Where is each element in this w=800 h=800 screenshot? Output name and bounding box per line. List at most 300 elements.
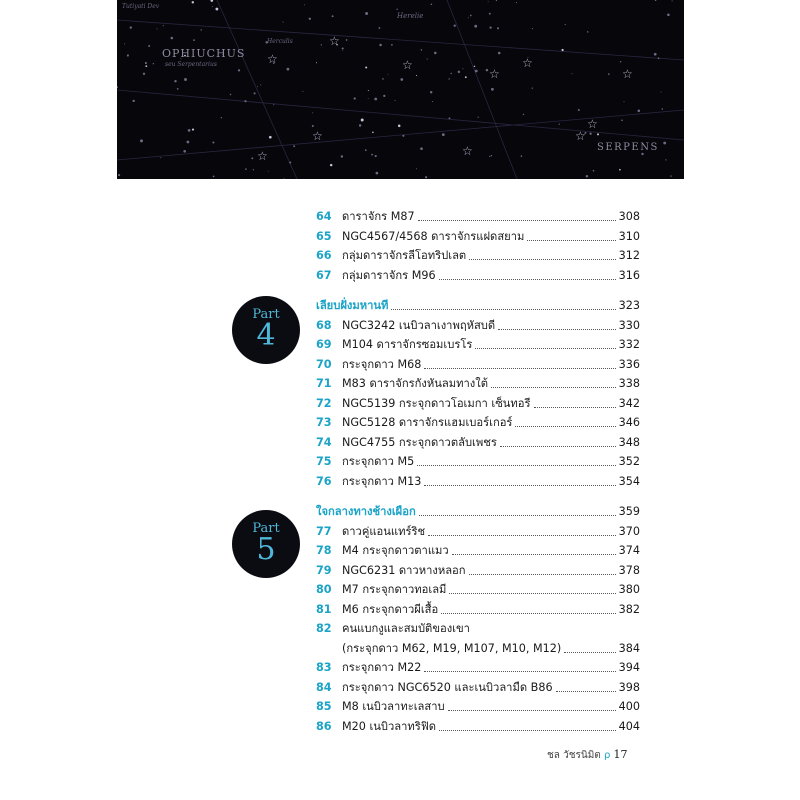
toc-entry-title: NGC6231 ดาวหางหลอก [342, 563, 466, 577]
star-dot [257, 86, 258, 87]
map-label-small-3: seu Serpentarius [165, 61, 217, 68]
star-dot [655, 0, 657, 1]
star-dot [321, 44, 322, 45]
toc-entry-number: 68 [316, 318, 332, 332]
toc-entry-number: 72 [316, 396, 332, 410]
toc-entry [316, 472, 640, 492]
star-dot [309, 18, 311, 20]
star-icon: ☆ [312, 129, 323, 143]
star-dot [523, 114, 524, 115]
toc-entry-title: ดาราจักร M87 [342, 210, 415, 223]
toc-entry [316, 246, 640, 266]
star-dot [210, 0, 213, 2]
star-dot [561, 49, 563, 51]
star-dot [302, 91, 303, 92]
toc-entry-number: 71 [316, 377, 332, 390]
star-icon: ☆ [622, 67, 633, 81]
toc-entry [316, 639, 640, 659]
toc-entry [316, 561, 640, 581]
toc-entry-number: 81 [316, 602, 332, 616]
toc-section-heading [316, 296, 640, 316]
toc-entry-title: NGC5128 ดาราจักรแฮมเบอร์เกอร์ [342, 416, 513, 429]
star-dot [420, 147, 423, 150]
toc-entry-page: 316 [618, 268, 640, 282]
dot-leader [556, 691, 616, 692]
toc-entry-number: 76 [316, 474, 332, 488]
toc-entry-number: 67 [316, 268, 332, 282]
star-dot [559, 123, 560, 124]
toc-entry-number: 83 [316, 661, 332, 674]
star-dot [148, 45, 150, 47]
star-dot [586, 175, 588, 177]
star-dot [589, 133, 591, 135]
map-grid-line [117, 90, 684, 140]
dot-leader [424, 368, 615, 369]
toc-entry-title: M83 ดาราจักรกังหันลมทางใต้ [342, 377, 488, 390]
star-dot [346, 39, 348, 41]
star-dot [192, 1, 194, 3]
star-dot [396, 9, 397, 10]
star-dot [332, 15, 334, 17]
star-dot [654, 53, 657, 56]
toc-entry-number: 82 [316, 622, 332, 635]
toc-entry-page: 400 [618, 700, 640, 713]
star-dot [378, 27, 380, 29]
star-dot [454, 25, 456, 27]
star-dot [215, 8, 218, 11]
dot-leader [449, 593, 615, 594]
star-dot [244, 100, 246, 102]
star-icon: ☆ [575, 129, 586, 143]
star-dot [383, 95, 385, 97]
toc-entry-title: กระจุกดาว M22 [342, 661, 422, 674]
star-dot [624, 101, 625, 102]
toc-entry-title: กระจุกดาว M5 [342, 455, 415, 468]
table-of-contents [316, 207, 640, 736]
star-dot [273, 104, 274, 105]
star-dot [145, 62, 147, 64]
star-dot [641, 153, 643, 155]
star-dot [474, 66, 475, 67]
toc-entry-title: NGC4567/4568 ดาราจักรแฝดสยาม [342, 229, 525, 243]
star-dot [465, 76, 467, 78]
star-dot [260, 84, 261, 85]
toc-entry-number: 73 [316, 416, 332, 429]
dot-leader [469, 574, 616, 575]
toc-entry-page: 352 [618, 455, 640, 468]
star-dot [375, 155, 377, 157]
star-dot [489, 13, 491, 15]
star-map-banner [117, 0, 684, 179]
star-dot [597, 133, 599, 135]
star-dot [430, 91, 432, 93]
dot-leader [469, 259, 615, 260]
star-dot [163, 25, 164, 26]
star-dot [187, 141, 190, 144]
star-dot [489, 26, 491, 28]
star-dot [496, 0, 497, 1]
toc-entry-number: 69 [316, 338, 332, 351]
star-dot [330, 164, 332, 166]
toc-entry [316, 580, 640, 600]
footer-ornament-icon: ρ [603, 750, 611, 761]
star-dot [359, 124, 361, 126]
toc-entry-page: 312 [618, 249, 640, 262]
dot-leader [500, 446, 616, 447]
toc-entry-title: กลุ่มดาราจักรลีโอทริปเลต [342, 249, 467, 262]
toc-entry-number: 65 [316, 229, 332, 243]
toc-entry [316, 717, 640, 737]
star-dot [658, 57, 660, 59]
toc-entry [316, 600, 640, 620]
star-dot [416, 168, 417, 169]
star-dot [661, 92, 662, 93]
star-dot [593, 170, 595, 172]
dot-leader [448, 710, 616, 711]
star-dot [475, 70, 478, 73]
star-dot [578, 109, 580, 111]
star-dot [287, 68, 290, 71]
star-dot [416, 75, 417, 76]
star-dot [304, 4, 305, 5]
star-dot [284, 178, 285, 179]
star-dot [289, 161, 291, 163]
toc-entry-title: กระจุกดาว NGC6520 และเนบิวลามืด B86 [342, 680, 553, 694]
toc-entry-title: M6 กระจุกดาวผีเสื้อ [342, 602, 439, 616]
toc-entry-title: M20 เนบิวลาทริฟิด [342, 719, 437, 733]
star-dot [174, 80, 176, 82]
star-dot [268, 171, 269, 172]
star-dot [587, 31, 589, 33]
star-dot [497, 27, 499, 29]
map-label-small-2: Herelie [397, 12, 424, 20]
dot-leader [424, 485, 615, 486]
star-dot [183, 150, 186, 153]
dot-leader [515, 426, 615, 427]
dot-leader [498, 329, 615, 330]
toc-entry-page: 382 [618, 602, 640, 616]
constellation-label-ophiuchus: OPHIUCHUS [162, 47, 246, 60]
star-dot [312, 112, 313, 113]
star-dot [368, 98, 369, 99]
star-dot [491, 155, 492, 156]
toc-entry [316, 335, 640, 355]
star-icon: ☆ [587, 117, 598, 131]
star-dot [365, 149, 367, 151]
star-dot [619, 169, 621, 171]
star-dot [365, 12, 368, 15]
dot-leader [439, 730, 616, 731]
star-dot [442, 133, 445, 136]
star-dot [468, 17, 469, 18]
star-dot [221, 117, 222, 118]
star-dot [498, 52, 501, 55]
star-icon: ☆ [489, 67, 500, 81]
star-dot [662, 108, 664, 110]
toc-entry-page: 338 [618, 377, 640, 390]
star-dot [470, 15, 472, 17]
toc-entry-page: 310 [618, 229, 640, 243]
star-dot [391, 44, 393, 46]
toc-entry-title: NGC5139 กระจุกดาวโอเมกา เซ็นทอรี [342, 396, 531, 410]
star-dot [474, 25, 477, 28]
star-dot [374, 98, 377, 101]
star-dot [670, 175, 671, 176]
toc-entry [316, 697, 640, 717]
star-dot [293, 145, 295, 147]
toc-entry-number: 75 [316, 455, 332, 468]
star-dot [269, 136, 272, 139]
toc-entry-title: ใจกลางทางช้างเผือก [316, 505, 416, 518]
star-dot [238, 69, 240, 71]
toc-entry [316, 207, 640, 227]
page-footer [547, 748, 628, 763]
star-dot [368, 90, 369, 91]
star-dot [157, 28, 158, 29]
toc-entry-title: M7 กระจุกดาวทอเลมี [342, 583, 447, 596]
star-dot [450, 73, 451, 74]
star-dot [251, 157, 253, 159]
star-dot [382, 78, 384, 80]
star-dot [665, 159, 666, 160]
dot-leader [428, 535, 616, 536]
toc-entry-title: M104 ดาราจักรซอมเบรโร [342, 338, 473, 351]
star-dot [177, 88, 179, 90]
star-dot [427, 59, 428, 60]
star-dot [463, 68, 464, 69]
star-dot [124, 43, 125, 44]
page-number: 17 [613, 748, 628, 761]
toc-entry [316, 678, 640, 698]
toc-entry [316, 394, 640, 414]
dot-leader [418, 220, 616, 221]
toc-entry-title: คนแบกงูและสมบัติของเขา [342, 622, 470, 635]
toc-entry-title: M4 กระจุกดาวตาแมว [342, 544, 449, 557]
toc-entry-number: 66 [316, 249, 332, 262]
star-dot [431, 4, 433, 6]
star-dot [193, 39, 195, 41]
star-dot [143, 73, 145, 75]
toc-entry [316, 413, 640, 433]
part-label: Part [252, 307, 280, 322]
dot-leader [391, 309, 615, 310]
dot-leader [527, 240, 615, 241]
star-dot [667, 13, 670, 16]
toc-entry [316, 316, 640, 336]
toc-entry [316, 355, 640, 375]
star-dot [212, 141, 214, 143]
star-icon: ☆ [267, 52, 278, 66]
star-dot [145, 65, 147, 67]
star-dot [342, 47, 344, 49]
star-dot [153, 63, 154, 64]
toc-entry-page: 359 [618, 505, 640, 518]
star-dot [395, 100, 396, 101]
star-dot [354, 97, 356, 99]
star-dot [449, 79, 450, 80]
toc-section-heading [316, 502, 640, 522]
toc-entry-number: 84 [316, 680, 332, 694]
star-dot [398, 125, 401, 128]
toc-entry-title: (กระจุกดาว M62, M19, M107, M10, M12) [342, 641, 562, 655]
toc-entry-title: กลุ่มดาราจักร M96 [342, 268, 436, 282]
toc-entry-page: 348 [618, 435, 640, 449]
star-dot [621, 120, 623, 122]
map-label-small-4: Herculis [267, 38, 293, 45]
star-dot [253, 169, 254, 170]
star-dot [489, 156, 490, 157]
star-dot [192, 129, 194, 131]
toc-entry-page: 384 [618, 641, 640, 655]
part-number: 4 [256, 318, 276, 353]
dot-leader [417, 465, 615, 466]
star-dot [572, 73, 573, 74]
star-dot [532, 87, 533, 88]
toc-entry-title: กระจุกดาว M68 [342, 357, 422, 371]
star-dot [376, 172, 379, 175]
star-dot [565, 24, 566, 25]
toc-entry-title: กระจุกดาว M13 [342, 474, 422, 488]
dot-leader [475, 348, 615, 349]
star-dot [160, 157, 161, 158]
star-icon: ☆ [329, 34, 340, 48]
star-dot [486, 69, 488, 71]
toc-entry-number: 86 [316, 719, 332, 733]
star-dot [458, 71, 460, 73]
star-dot [372, 132, 374, 134]
star-dot [283, 22, 284, 23]
star-dot [213, 176, 215, 178]
toc-entry-number: 74 [316, 435, 332, 449]
map-grid-line [447, 0, 517, 179]
toc-entry-page: 342 [618, 396, 640, 410]
star-dot [130, 26, 132, 28]
star-dot [608, 73, 610, 75]
toc-entry-page: 394 [618, 661, 640, 674]
toc-entry-page: 330 [618, 318, 640, 332]
star-dot [316, 62, 317, 63]
toc-entry [316, 266, 640, 286]
dot-leader [424, 671, 615, 672]
star-dot [388, 74, 389, 75]
toc-entry-title: เลียบฝั่งมหานที [316, 299, 389, 312]
star-dot [449, 117, 451, 119]
dot-leader [452, 554, 616, 555]
toc-entry-page: 323 [618, 299, 640, 312]
toc-entry-page: 332 [618, 338, 640, 351]
star-dot [478, 117, 479, 118]
star-dot [432, 101, 433, 102]
star-dot [171, 37, 174, 40]
toc-entry [316, 658, 640, 678]
star-dot [488, 1, 489, 2]
star-dot [230, 94, 232, 96]
star-dot [361, 119, 364, 122]
star-icon: ☆ [522, 56, 533, 70]
dot-leader [441, 613, 615, 614]
toc-entry-page: 398 [618, 680, 640, 694]
constellation-label-serpens: SERPENS [597, 142, 659, 153]
star-dot [212, 6, 213, 7]
toc-entry [316, 452, 640, 472]
star-dot [245, 168, 247, 170]
toc-entry-number: 77 [316, 524, 332, 538]
star-dot [117, 86, 118, 88]
dot-leader [419, 515, 616, 516]
star-dot [532, 28, 533, 29]
toc-entry-page: 380 [618, 583, 640, 596]
star-dot [521, 155, 523, 157]
star-map-illustration [117, 0, 684, 179]
star-icon: ☆ [257, 149, 268, 163]
toc-entry-page: 336 [618, 357, 640, 371]
star-dot [365, 67, 367, 69]
star-dot [425, 176, 427, 178]
toc-entry-number: 70 [316, 357, 332, 371]
star-dot [516, 2, 517, 3]
toc-entry-page: 354 [618, 474, 640, 488]
toc-entry-page: 404 [618, 719, 640, 733]
star-dot [201, 29, 202, 30]
star-dot [421, 49, 423, 51]
toc-entry [316, 522, 640, 542]
star-dot [402, 135, 404, 137]
part-label: Part [252, 521, 280, 536]
star-dot [400, 78, 403, 81]
toc-entry-title: NGC3242 เนบิวลาเงาพฤหัสบดี [342, 318, 496, 332]
toc-entry [316, 374, 640, 394]
toc-entry-number: 80 [316, 583, 332, 596]
author-name: ชล วัชรนิมิต [547, 750, 601, 761]
map-label-small-1: Tutiyati Dev [122, 3, 160, 10]
star-dot [491, 88, 494, 91]
toc-entry-page: 374 [618, 544, 640, 557]
star-dot [140, 139, 143, 142]
toc-entry-number: 78 [316, 544, 332, 557]
toc-entry-number: 79 [316, 563, 332, 577]
star-dot [379, 44, 382, 47]
toc-entry [316, 433, 640, 453]
star-dot [663, 142, 666, 145]
star-icon: ☆ [462, 144, 473, 158]
toc-entry [316, 541, 640, 561]
toc-entry-page: 308 [618, 210, 640, 223]
star-dot [133, 100, 135, 102]
toc-entry [316, 619, 640, 639]
star-dot [188, 129, 191, 132]
star-dot [672, 0, 673, 1]
star-dot [118, 174, 120, 176]
star-dot [184, 78, 187, 81]
toc-entry-number: 85 [316, 700, 332, 713]
part-4-badge [232, 296, 300, 364]
star-dot [638, 110, 641, 113]
star-dot [620, 61, 621, 62]
toc-entry-page: 378 [618, 563, 640, 577]
toc-entry-page: 346 [618, 416, 640, 429]
toc-entry-title: NGC4755 กระจุกดาวตลับเพชร [342, 435, 497, 449]
star-dot [312, 125, 314, 127]
toc-entry-title: ดาวคู่แอนแทร์ริช [342, 524, 426, 538]
star-icon: ☆ [402, 58, 413, 72]
toc-entry-number: 64 [316, 210, 332, 223]
dot-leader [564, 652, 615, 653]
toc-entry-title: M8 เนบิวลาทะเลสาบ [342, 700, 445, 713]
part-5-badge [232, 510, 300, 578]
part-number: 5 [256, 532, 276, 567]
star-dot [371, 154, 373, 156]
toc-entry-page: 370 [618, 524, 640, 538]
